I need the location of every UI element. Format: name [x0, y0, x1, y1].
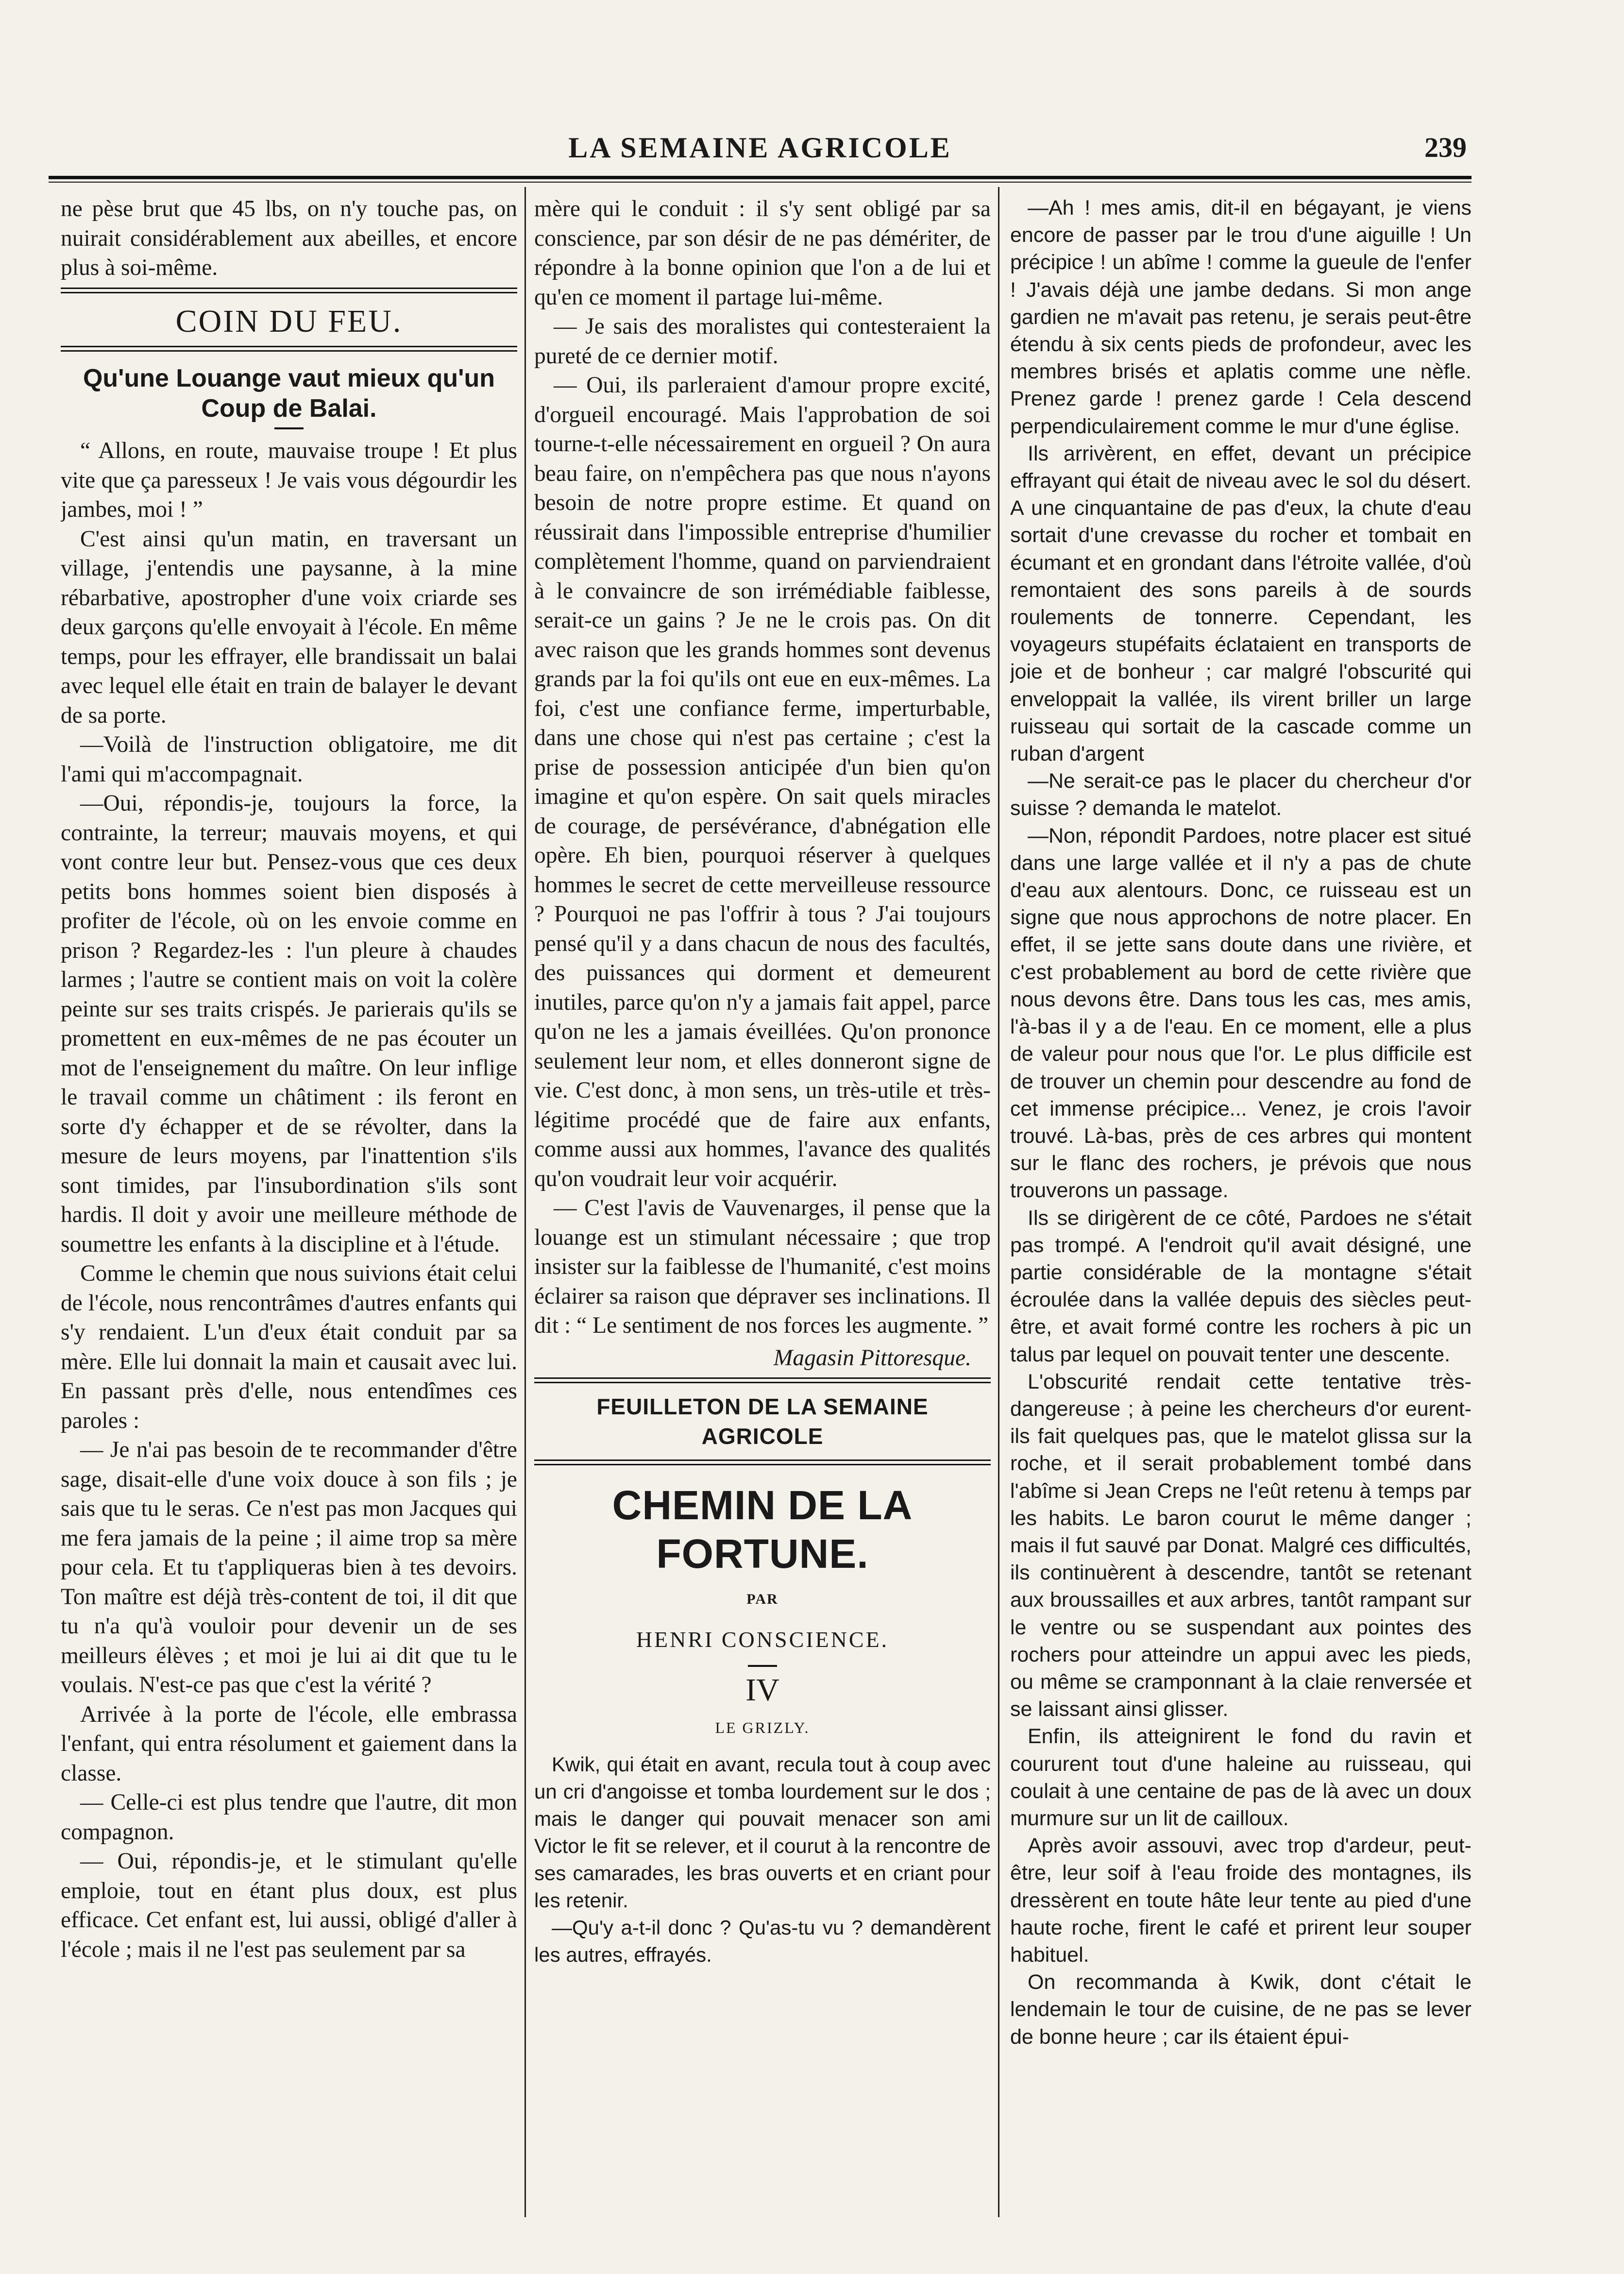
header-rule [49, 176, 1472, 179]
title-dash [274, 427, 304, 429]
article-title-line1: Qu'une Louange vaut mieux qu'un [83, 364, 495, 392]
body-paragraph: —Ah ! mes amis, dit-il en bégayant, je viens encore de passer par le trou d'une aiguille ! Un précipice ! un abîme ! comme la gueule de l'enfer ! J'avais déjà une jambe dedans. Si mon ange gardien ne m'avait pas retenu, je serais peut-être étendu à six cents pieds de profondeur, avec les membres brisés et aplatis comme une nèfle. Prenez garde ! prenez garde ! Cela descend perpendiculairement comme le mur d'une église. [1010, 196, 1472, 438]
author-name: HENRI CONSCIENCE. [636, 1627, 889, 1652]
body-paragraph: — Je sais des moralistes qui contesteraient la pureté de ce dernier motif. [534, 314, 991, 369]
column-2 [534, 194, 991, 2224]
body-paragraph: Ils se dirigèrent de ce côté, Pardoes ne s'était pas trompé. A l'endroit qu'il avait désigné, une partie considérable de la montagne s'était écroulée dans la vallée depuis des siècles peut-être, et avait formé contre les rochers à pic un talus par lequel on pouvait tenter une descente. [1010, 1206, 1472, 1366]
section-title: COIN DU FEU. [175, 303, 403, 339]
body-paragraph: —Ne serait-ce pas le placer du chercheur d'or suisse ? demanda le matelot. [1010, 769, 1472, 820]
header-rule-thin [49, 182, 1472, 183]
body-paragraph: “ Allons, en route, mauvaise troupe ! Et plus vite que ça paresseux ! Je vais vous dégourdir les jambes, moi ! ” [61, 438, 517, 522]
section-rule [61, 346, 517, 352]
article-source: Magasin Pittoresque. [773, 1345, 971, 1371]
body-paragraph: Arrivée à la porte de l'école, elle embrassa l'enfant, qui entra résolument et gaiement dans la classe. [61, 1701, 517, 1786]
body-paragraph: —Oui, répondis-je, toujours la force, la contrainte, la terreur; mauvais moyens, et qui vont contre leur but. Pensez-vous que ces deux petits bons hommes soient bien disposés à profiter de l'école, où on les envoie comme en prison ? Regardez-les : l'un pleure à chaudes larmes ; l'autre se contient mais on voit la colère peinte sur ses traits crispés. Je parierais qu'ils se promettent en eux-mêmes de ne pas écouter un mot de l'enseignement du maître. On leur inflige le travail comme un châtiment : ils feront en sorte d'y échapper et de se révolter, dans la mesure de leurs moyens, par l'inattention s'ils sont timides, par l'insubordination s'ils sont hardis. Il doit y avoir une meilleure méthode de soumettre les enfants à la discipline et à l'étude. [61, 791, 517, 1257]
body-paragraph: On recommanda à Kwik, dont c'était le lendemain le tour de cuisine, de ne pas se lever de bonne heure ; car ils étaient épui- [1010, 1970, 1472, 2049]
body-paragraph: C'est ainsi qu'un matin, en traversant un village, j'entendis une paysanne, à la mine rébarbative, apostropher d'une voix criarde ses deux garçons qu'elle envoyait à l'école. En même temps, pour les effrayer, elle brandissait un balai avec lequel elle était en train de balayer le devant de sa porte. [61, 526, 517, 728]
body-paragraph: — Oui, répondis-je, et le stimulant qu'elle emploie, tout en étant plus doux, est plus efficace. Cet enfant est, lui aussi, obligé d'aller à l'école ; mais il ne l'est pas seulement par sa [61, 1849, 517, 1962]
page-number: 239 [1424, 132, 1467, 163]
column-3 [1010, 194, 1472, 2224]
column-divider [998, 187, 999, 2217]
column-1 [61, 194, 517, 2224]
body-paragraph: —Non, répondit Pardoes, notre placer est situé dans une large vallée et il n'y a pas de chute d'eau aux alentours. Donc, ce ruisseau est un signe que nous approchons de notre placer. En effet, il se jette sans doute dans une rivière, et c'est probablement au bord de cette rivière que nous devons être. Dans tous les cas, mes amis, l'à-bas il y a de l'eau. En ce moment, elle a plus de valeur pour nous que l'or. Le plus difficile est de trouver un chemin pour descendre au fond de cet immense précipice... Venez, je crois l'avoir trouvé. Là-bas, près de ces arbres qui montent sur le flanc des rochers, je prévois que nous trouverons un passage. [1010, 824, 1472, 1203]
body-paragraph: Ils arrivèrent, en effet, devant un précipice effrayant qui était de niveau avec le sol du désert. A une cinquantaine de pas d'eux, la chute d'eau sortait d'une crevasse du rocher et tombait en écumant et en grondant dans l'étroite vallée, d'où remontaient des sons pareils à de sourds roulements de tonnerre. Cependant, les voyageurs stupéfaits éclataient en transports de joie et de bonheur ; car malgré l'obscurité qui enveloppait la vallée, ils virent briller un large ruisseau qui sortait de la cascade comme un ruban d'argent [1010, 441, 1472, 766]
body-paragraph: Enfin, ils atteignirent le fond du ravin et coururent tout d'une haleine au ruisseau, qui coulait à une centaine de pas de là avec un doux murmure sur un lit de cailloux. [1010, 1725, 1472, 1830]
by-label: PAR [746, 1591, 778, 1607]
body-paragraph: —Voilà de l'instruction obligatoire, me dit l'ami qui m'accompagnait. [61, 732, 517, 787]
chapter-title: LE GRIZLY. [715, 1718, 810, 1736]
novel-text [534, 1751, 991, 1969]
body-paragraph: mère qui le conduit : il s'y sent obligé par sa conscience, par son désir de ne pas démériter, de répondre à la bonne opinion que l'on a de lui et qu'en ce moment il partage lui-même. [534, 196, 991, 310]
feuilleton-title: FEUILLETON DE LA SEMAINE AGRICOLE [596, 1394, 929, 1449]
section-rule [534, 1377, 991, 1383]
body-paragraph: Après avoir assouvi, avec trop d'ardeur, peut-être, leur soif à l'eau froide des montagnes, ils dressèrent en toute hâte leur tente au pied d'une haute roche, firent le café et prirent leur souper habituel. [1010, 1834, 1472, 1967]
body-paragraph: Kwik, qui était en avant, recula tout à coup avec un cri d'angoisse et tomba lourdement sur le dos ; mais le danger qui pouvait menacer son ami Victor le fit se relever, et il courut à la rencontre de ses camarades, les bras ouverts et en criant pour les retenir. [534, 1753, 991, 1912]
chapter-number: IV [745, 1672, 779, 1708]
body-paragraph: —Qu'y a-t-il donc ? Qu'as-tu vu ? demandèrent les autres, effrayés. [534, 1916, 991, 1966]
intro-paragraph: ne pèse brut que 45 lbs, on n'y touche pas, on nuirait considérablement aux abeilles, et encore plus à soi-même. [61, 196, 517, 280]
newspaper-title: LA SEMAINE AGRICOLE [568, 132, 952, 164]
page-header [49, 131, 1472, 175]
section-rule [61, 288, 517, 293]
body-paragraph: Comme le chemin que nous suivions était celui de l'école, nous rencontrâmes d'autres enfants qui s'y rendaient. L'un d'eux était conduit par sa mère. Elle lui donnait la main et causait avec lui. En passant près d'elle, nous entendîmes ces paroles : [61, 1261, 517, 1433]
title-dash [748, 1665, 777, 1667]
section-rule [534, 1459, 991, 1465]
body-paragraph: L'obscurité rendait cette tentative très-dangereuse ; à peine les chercheurs d'or eurent-ils fait quelques pas, que le matelot glissa sur la roche, et il serait probablement tombé dans l'abîme si Jean Creps ne l'eût retenu à temps par les habits. Le baron courut le même danger ; mais il fut sauvé par Donat. Malgré ces difficultés, ils continuèrent à descendre, tantôt se retenant aux broussailles et aux arbres, tantôt rampant sur le ventre ou se suspendant aux pointes des rochers pour atteindre un appui avec les pieds, ou même se cramponnant à la claie renversée et se laissant ainsi glisser. [1010, 1370, 1472, 1721]
body-paragraph: — Oui, ils parleraient d'amour propre excité, d'orgueil encouragé. Mais l'approbation de soi tourne-t-elle nécessairement en orgueil ? On aura beau faire, on n'empêchera pas que nous n'ayons besoin de notre propre estime. Et quand on réussirait dans l'impossible entreprise d'humilier complètement l'homme, quand on parviendraient à le convaincre de son irrémédiable faiblesse, serait-ce un gains ? Je ne le crois pas. On dit avec raison que les grands hommes sont devenus grands par la foi qu'ils ont eue en eux-mêmes. La foi, c'est une confiance ferme, imperturbable, dans une chose qui n'est pas certaine ; c'est la prise de possession anticipée d'un bien qu'on imagine et qu'on espère. On sait quels miracles de courage, de persévérance, d'abnégation elle opère. Eh bien, pourquoi réserver à quelques hommes le secret de cette merveilleuse ressource ? Pourquoi ne pas l'offrir à tous ? J'ai toujours pensé qu'il y a dans chacun de nous des facultés, des puissances qui dorment et demeurent inutiles, parce qu'on n'y a jamais fait appel, parce qu'on ne les a jamais éveillées. Qu'on prononce seulement leur nom, et elles donneront signe de vie. C'est donc, à mon sens, un très-utile et très-légitime procédé que de faire aux enfants, comme aussi aux hommes, l'avance des qualités qu'on voudrait leur voir acquérir. [534, 373, 991, 1191]
article-title [61, 363, 517, 424]
article-title-line2: Coup de Balai. [201, 394, 377, 423]
body-paragraph: — C'est l'avis de Vauvenarges, il pense que la louange est un stimulant nécessaire ; que trop insister sur la faiblesse de l'humanité, c'est moins éclairer sa raison que dépraver ses inclinations. Il dit : “ Le sentiment de nos forces les augmente. ” [534, 1195, 991, 1338]
novel-title: CHEMIN DE LA FORTUNE. [612, 1482, 913, 1577]
column-divider [524, 187, 526, 2217]
body-paragraph: — Je n'ai pas besoin de te recommander d'être sage, disait-elle d'une voix douce à son fils ; je sais que tu le seras. Ce n'est pas mon Jacques qui me fera jamais de la peine ; il aime trop sa mère pour cela. Et tu t'appliqueras bien à tes devoirs. Ton maître est déjà très-content de toi, il dit que tu n'a qu'à vouloir pour devenir un de ses meilleurs élèves ; et moi je lui ai dit que tu le voulais. N'est-ce pas que c'est la vérité ? [61, 1437, 517, 1697]
body-paragraph: — Celle-ci est plus tendre que l'autre, dit mon compagnon. [61, 1790, 517, 1845]
